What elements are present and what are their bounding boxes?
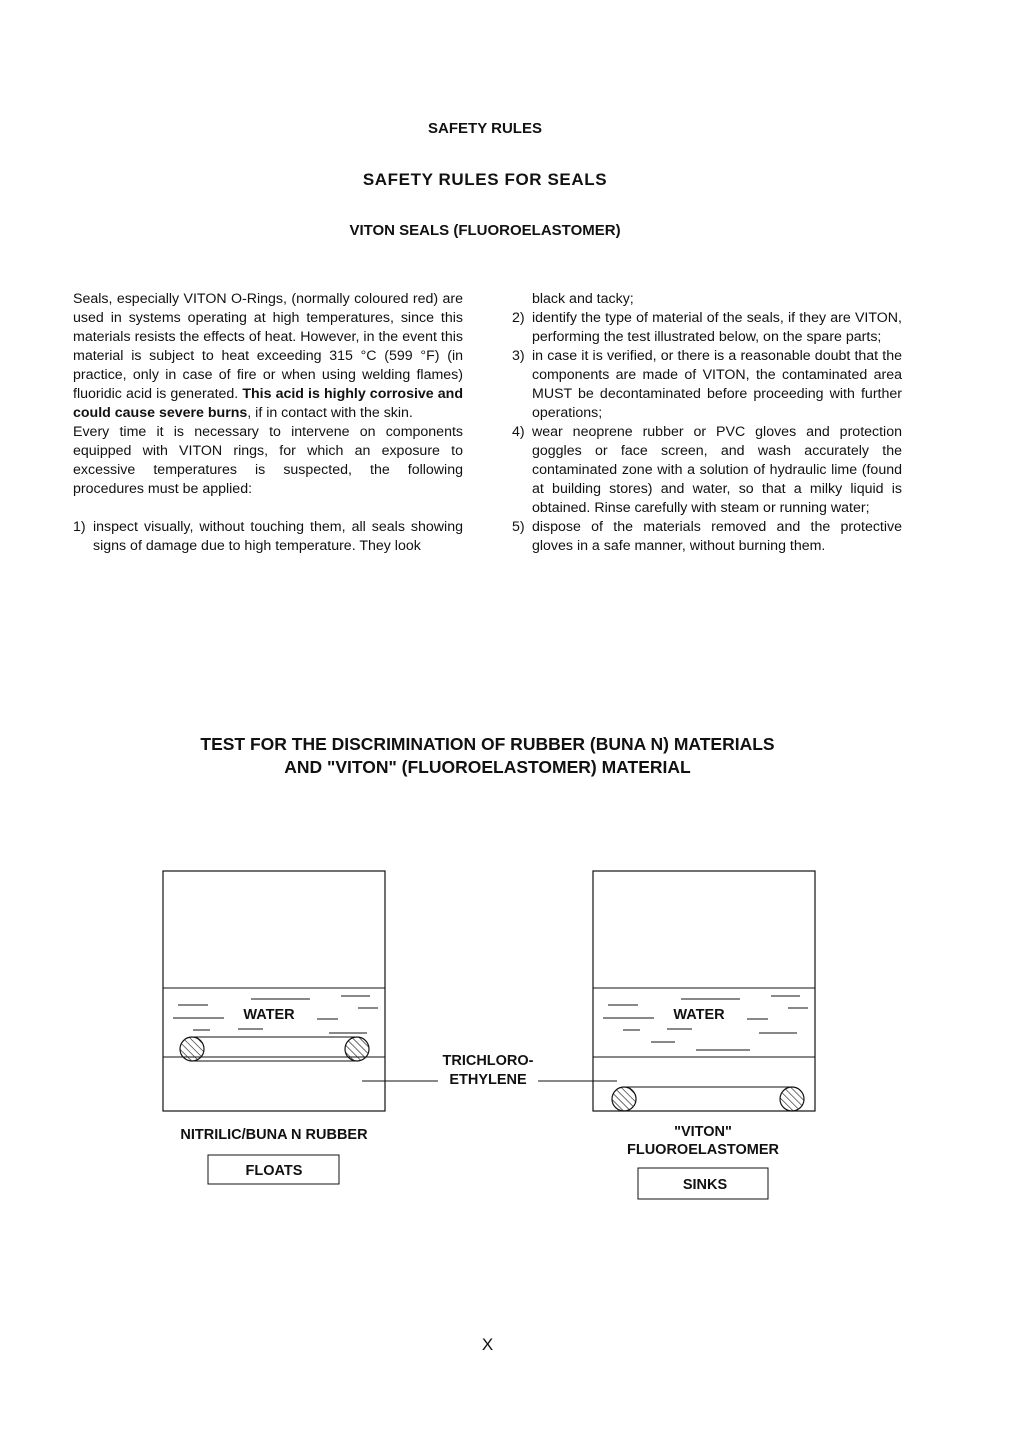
page-number: X bbox=[481, 1335, 494, 1354]
solvent-label-line1: TRICHLORO- bbox=[442, 1053, 534, 1069]
intro-paragraph: Seals, especially VITON O-Rings, (normally coloured red) are used in systems operating at high temperatures, since this materials resists the effects of heat. However, in the event this material is subject to heat exceeding 315 °C (599 °F) (in practice, only in case of fire or when using welding flames) fluoridic acid is generated. This acid is highly corrosive and could cause severe burns, if in contact with the skin. bbox=[73, 291, 463, 421]
procedure-paragraph: Every time it is necessary to intervene on components equipped with VITON rings, for which an exposure to excessive temperatures is suspected, the following procedures must be applied: bbox=[73, 424, 463, 497]
beaker-left bbox=[163, 871, 385, 1111]
list-item: 4) wear neoprene rubber or PVC gloves and protection goggles or face screen, and wash accurately the contaminated zone with a solution of hydraulic lime (found at building stores) and water, so that a milky liquid is obtained. Rinse carefully with steam or running water; bbox=[512, 424, 902, 516]
page-title: SAFETY RULES bbox=[428, 120, 542, 137]
warning-text: This acid is highly corrosive and could cause severe burns bbox=[73, 386, 463, 421]
subsection-title: VITON SEALS (FLUOROELASTOMER) bbox=[349, 222, 621, 239]
right-caption-line1: "VITON" bbox=[674, 1124, 732, 1140]
water-label-left: WATER bbox=[243, 1007, 295, 1023]
section-title: SAFETY RULES FOR SEALS bbox=[362, 170, 608, 189]
test-title: TEST FOR THE DISCRIMINATION OF RUBBER (BUNA N) MATERIALS AND "VITON" (FLUOROELASTOMER) MATERIAL bbox=[200, 734, 775, 777]
left-caption: NITRILIC/BUNA N RUBBER bbox=[180, 1127, 368, 1143]
list-item: 2) identify the type of material of the seals, if they are VITON, performing the test illustrated below, on the spare parts; bbox=[512, 310, 902, 345]
viton-o-ring-sunk bbox=[612, 1087, 804, 1111]
water-ripples bbox=[603, 996, 808, 1050]
list-item: 5) dispose of the materials removed and the protective gloves in a safe manner, without burning them. bbox=[512, 519, 902, 554]
solvent-label-line2: ETHYLENE bbox=[449, 1072, 527, 1088]
result-sinks: SINKS bbox=[682, 1177, 728, 1193]
list-item-continued: black and tacky; bbox=[532, 291, 634, 307]
right-caption-line2: FLUOROELASTOMER bbox=[627, 1142, 779, 1158]
list-item: 1) inspect visually, without touching them, all seals showing signs of damage due to high temperature. They look bbox=[73, 519, 463, 554]
result-floats: FLOATS bbox=[245, 1163, 303, 1179]
water-label-right: WATER bbox=[673, 1007, 725, 1023]
beaker-right bbox=[593, 871, 815, 1111]
list-item: 3) in case it is verified, or there is a reasonable doubt that the components are made of VITON, the contaminated area MUST be decontaminated before proceeding with further operations; bbox=[512, 348, 902, 421]
